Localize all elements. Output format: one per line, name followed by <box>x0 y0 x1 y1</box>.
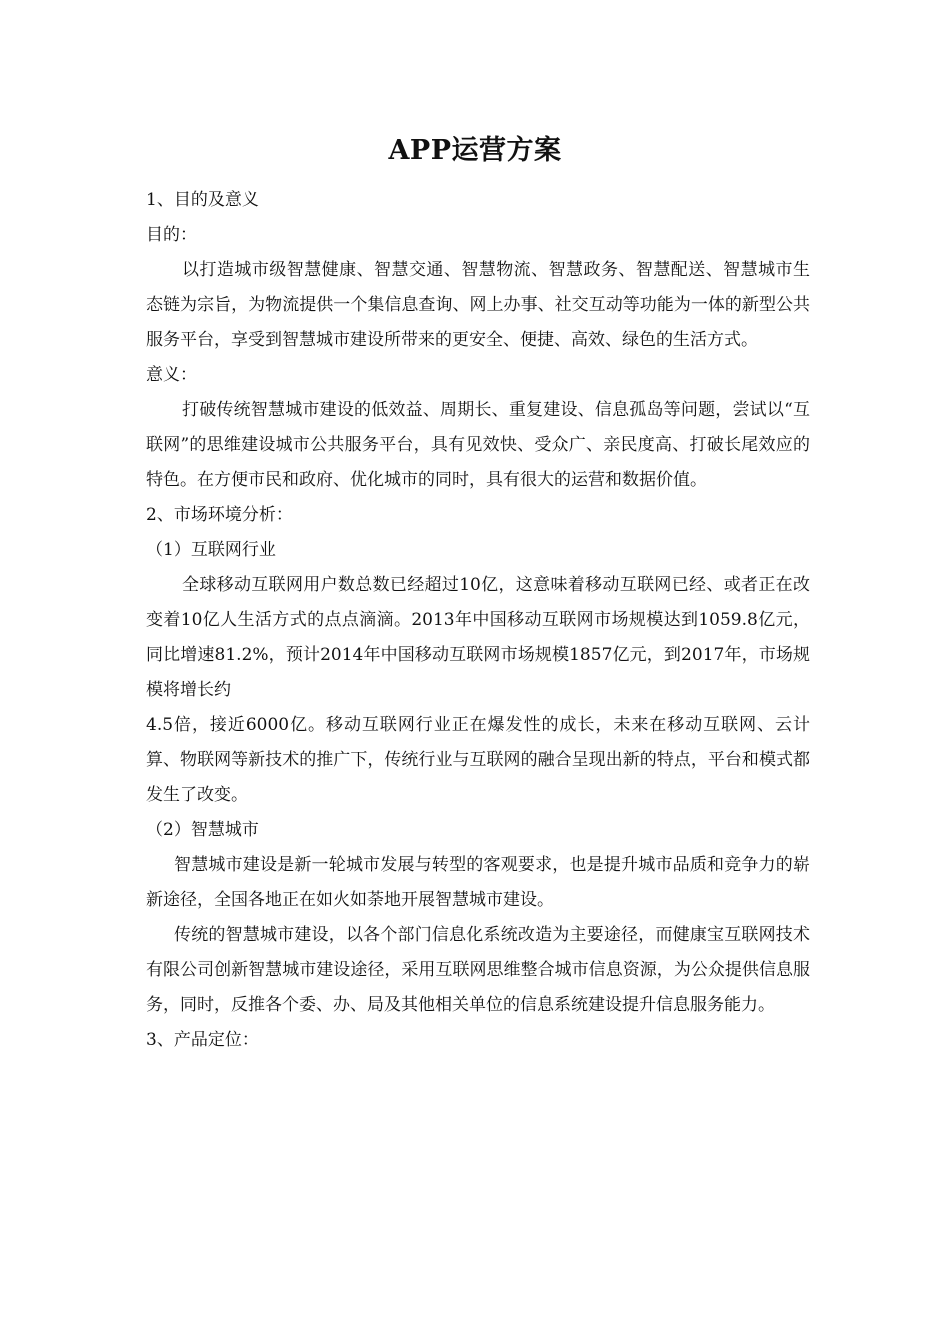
section-heading-market-analysis: 2、市场环境分析： <box>146 505 293 525</box>
subheading-smart-city: （2）智慧城市 <box>146 820 259 840</box>
paragraph-smart-city-1: 智慧城市建设是新一轮城市发展与转型的客观要求，也是提升城市品质和竞争力的崭新途径，全国各地正在如火如荼地开展智慧城市建设。 <box>146 855 810 910</box>
section-heading-product-positioning: 3、产品定位： <box>146 1030 259 1050</box>
paragraph-smart-city-2: 传统的智慧城市建设，以各个部门信息化系统改造为主要途径，而健康宝互联网技术有限公司创新智慧城市建设途径，采用互联网思维整合城市信息资源，为公众提供信息服务，同时，反推各个委、办、局及其他相关单位的信息系统建设提升信息服务能力。 <box>146 925 810 1015</box>
section-heading-purpose-significance: 1、目的及意义 <box>146 190 259 210</box>
paragraph-internet-industry-2: 4.5倍，接近6000亿。移动互联网行业正在爆发性的成长，未来在移动互联网、云计算、物联网等新技术的推广下，传统行业与互联网的融合呈现出新的特点，平台和模式都发生了改变。 <box>146 715 810 805</box>
subheading-internet-industry: （1）互联网行业 <box>146 540 276 560</box>
paragraph-internet-industry-1: 全球移动互联网用户数总数已经超过10亿，这意味着移动互联网已经、或者正在改变着10亿人生活方式的点点滴滴。2013年中国移动互联网市场规模达到1059.8亿元，同比增速81.2%，预计2014年中国移动互联网市场规模1857亿元，到2017年，市场规模将增长约 <box>146 575 810 700</box>
label-significance: 意义： <box>146 365 197 385</box>
paragraph-purpose: 以打造城市级智慧健康、智慧交通、智慧物流、智慧政务、智慧配送、智慧城市生态链为宗旨，为物流提供一个集信息查询、网上办事、社交互动等功能为一体的新型公共服务平台，享受到智慧城市建设所带来的更安全、便捷、高效、绿色的生活方式。 <box>146 260 810 350</box>
document-body <box>146 183 810 1058</box>
document-title: APP运营方案 <box>388 135 562 166</box>
label-purpose: 目的： <box>146 225 197 245</box>
paragraph-significance: 打破传统智慧城市建设的低效益、周期长、重复建设、信息孤岛等问题，尝试以“互联网”的思维建设城市公共服务平台，具有见效快、受众广、亲民度高、打破长尾效应的特色。在方便市民和政府、优化城市的同时，具有很大的运营和数据价值。 <box>146 400 810 490</box>
